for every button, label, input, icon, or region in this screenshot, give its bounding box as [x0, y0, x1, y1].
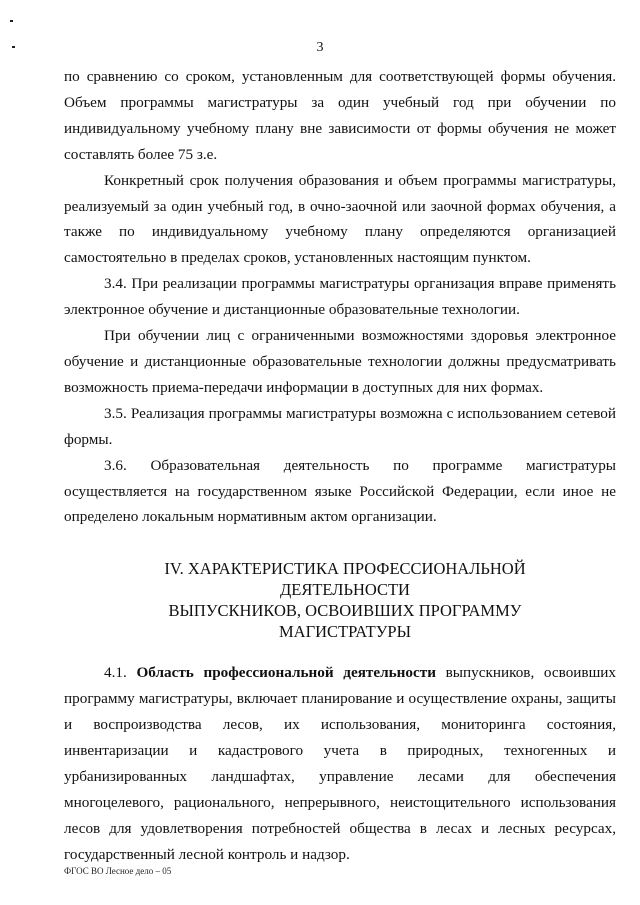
document-body	[64, 64, 616, 868]
paragraph-3-5: 3.5. Реализация программы магистратуры возможна с использованием сетевой формы.	[64, 404, 616, 448]
paragraph-3-4: 3.4. При реализации программы магистратуры организация вправе применять электронное обучение и дистанционные образовательные технологии.	[64, 275, 616, 319]
paragraph-4-1-text: выпускников, освоивших программу магистратуры, включает планирование и осуществление охраны, защиты и воспроизводства лесов, их использования, мониторинга состояния, инвентаризации и кадастрового учета в природных, техногенных и урбанизированных ландшафтах, управление лесами для обеспечения многоцелевого, рационального, непрерывного, неистощительного использования лесов для удовлетворения потребностей общества в лесах и лесных ресурсах, государственный лесной контроль и надзор.	[64, 664, 617, 863]
section-heading-line-2: ВЫПУСКНИКОВ, ОСВОИВШИХ ПРОГРАММУ МАГИСТРАТУРЫ	[168, 601, 522, 642]
paragraph-continuation: по сравнению со сроком, установленным для соответствующей формы обучения. Объем программы магистратуры за один учебный год при обучении по индивидуальному учебному плану вне зависимости от формы обучения не может составлять более 75 з.е.	[64, 68, 616, 163]
paragraph-4-1-number: 4.1.	[104, 664, 127, 682]
page-number: 3	[316, 40, 324, 55]
section-heading-line-1: IV. ХАРАКТЕРИСТИКА ПРОФЕССИОНАЛЬНОЙ ДЕЯТЕЛЬНОСТИ	[164, 559, 526, 600]
paragraph-4-1-bold-term: Область профессиональной деятельности	[136, 664, 436, 682]
section-heading	[64, 558, 616, 642]
paragraph-term-details: Конкретный срок получения образования и объем программы магистратуры, реализуемый за один учебный год, в очно-заочной или заочной формах обучения, а также по индивидуальному учебному плану определяются организацией самостоятельно в пределах сроков, установленных настоящим пунктом.	[64, 171, 616, 267]
paragraph-3-6: 3.6. Образовательная деятельность по программе магистратуры осуществляется на государственном языке Российской Федерации, если иное не определено локальным нормативным актом организации.	[64, 456, 616, 526]
paragraph-4-1	[64, 660, 616, 867]
paragraph-disabilities: При обучении лиц с ограниченными возможностями здоровья электронное обучение и дистанционные образовательные технологии должны предусматривать возможность приема-передачи информации в доступных для них формах.	[64, 327, 616, 396]
scan-speck	[10, 20, 13, 22]
footer-document-code: ФГОС ВО Лесное дело – 05	[64, 866, 172, 876]
